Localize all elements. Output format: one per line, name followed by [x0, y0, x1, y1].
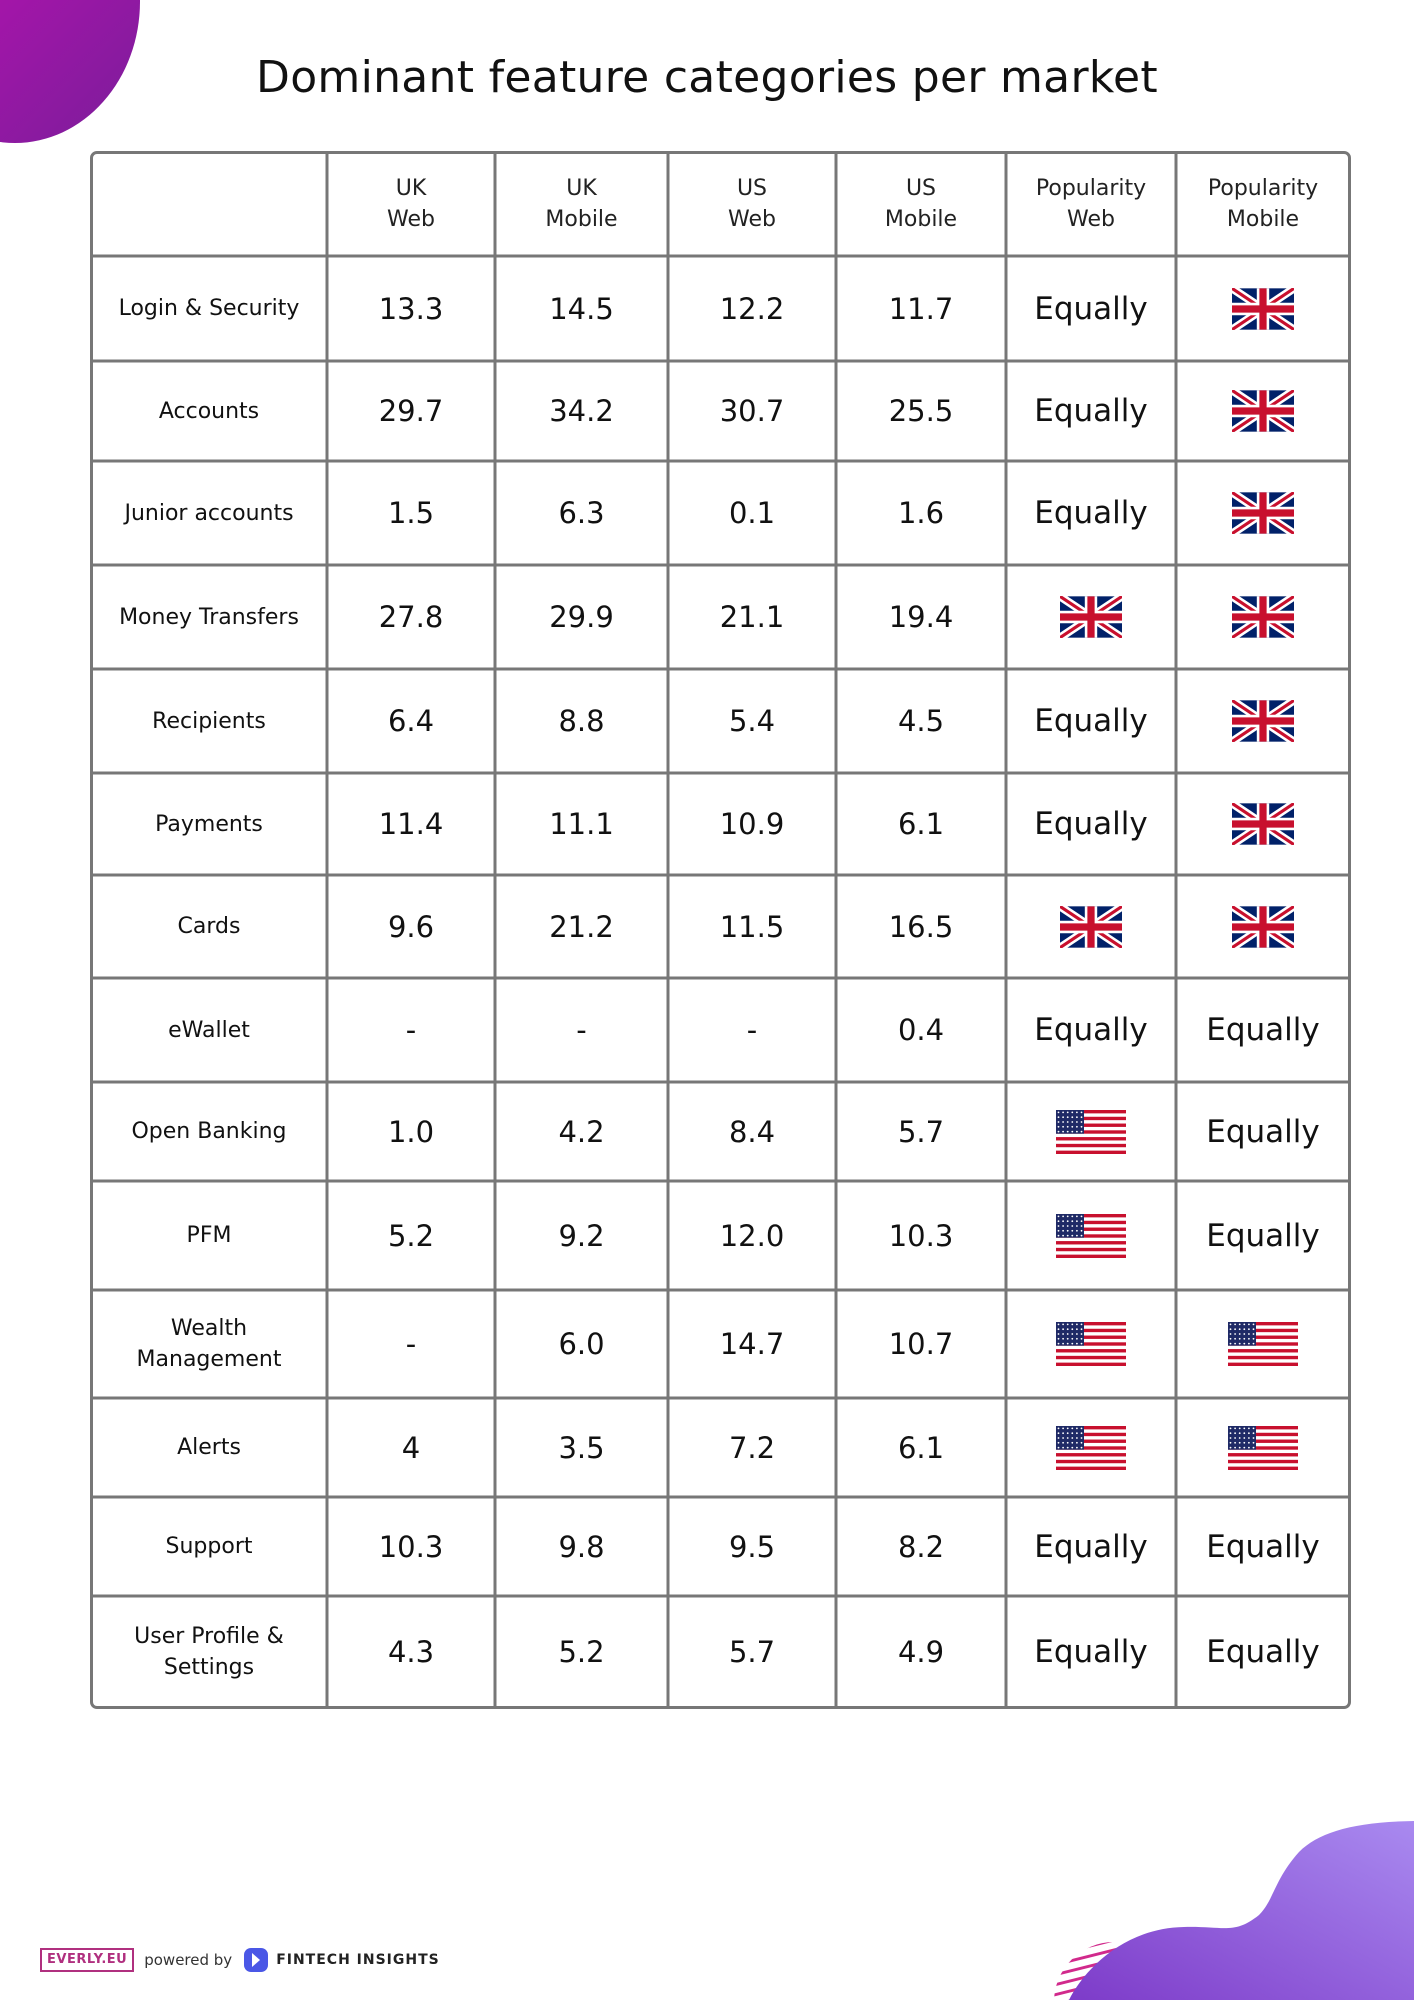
header-us-mobile-text-line-2: Mobile — [884, 207, 958, 232]
value-us-mobile: 6.1 — [897, 1430, 945, 1465]
popularity-mobile-cell — [1176, 875, 1350, 978]
header-us-web-text-line-2: Web — [728, 207, 776, 232]
value-uk-web: 4 — [401, 1430, 421, 1465]
popularity-web-cell: Equally — [1034, 1012, 1148, 1048]
popularity-web-cell: Equally — [1034, 1528, 1148, 1565]
popularity-web-cell: Equally — [1034, 703, 1148, 739]
value-uk-web: - — [405, 1013, 417, 1047]
page-title: Dominant feature categories per market — [256, 52, 1158, 103]
popularity-web-cell — [1006, 1398, 1176, 1497]
value-us-web: 7.2 — [728, 1430, 776, 1465]
row-label — [91, 256, 327, 361]
value-us-web: 21.1 — [719, 600, 785, 634]
us-flag-icon — [1056, 1110, 1126, 1154]
row-label — [91, 461, 327, 565]
value-uk-web: 9.6 — [387, 909, 435, 944]
popularity-mobile-cell: Equally — [1206, 1528, 1320, 1565]
row-label — [91, 1082, 327, 1181]
value-us-mobile: 8.2 — [897, 1529, 945, 1564]
popularity-mobile-cell — [1176, 669, 1350, 773]
row-label — [91, 1181, 327, 1290]
value-us-mobile: 19.4 — [888, 600, 954, 634]
value-uk-web: 4.3 — [387, 1635, 435, 1669]
popularity-web-cell — [1006, 1290, 1176, 1398]
row-label — [91, 978, 327, 1082]
value-us-web: 0.1 — [728, 496, 776, 530]
header-uk-mobile-text-line-2: Mobile — [545, 207, 618, 232]
value-uk-web: 29.7 — [378, 394, 444, 428]
value-uk-mobile: 21.2 — [549, 909, 614, 944]
header-us-web — [668, 152, 836, 256]
us-flag-icon — [1228, 1426, 1298, 1470]
value-us-mobile: 10.3 — [888, 1218, 954, 1253]
value-us-mobile: 16.5 — [888, 909, 954, 944]
value-uk-mobile: 3.5 — [558, 1430, 605, 1465]
value-us-web: 5.7 — [728, 1635, 776, 1669]
uk-flag-icon — [1232, 390, 1294, 432]
value-us-web: 5.4 — [728, 704, 776, 738]
value-uk-web: 11.4 — [378, 807, 444, 841]
row-label-text: Junior accounts — [124, 500, 294, 526]
value-us-mobile: 4.5 — [897, 704, 945, 738]
row-label-text: Payments — [155, 811, 263, 837]
popularity-mobile-cell: Equally — [1206, 1012, 1320, 1048]
uk-flag-icon — [1060, 596, 1122, 638]
row-label-text: Accounts — [158, 398, 260, 424]
header-popularity-mobile-text-line-1: Popularity — [1207, 176, 1319, 201]
value-uk-mobile: 5.2 — [558, 1635, 605, 1669]
header-us-mobile-text-line-1: US — [905, 176, 937, 201]
value-us-mobile: 4.9 — [897, 1635, 945, 1669]
value-uk-web: 13.3 — [378, 291, 444, 326]
header-feature-label — [91, 152, 327, 256]
row-label-text: Alerts — [177, 1435, 241, 1460]
value-us-web: 8.4 — [728, 1114, 776, 1149]
popularity-mobile-cell — [1176, 1398, 1350, 1497]
header-popularity-web-text-line-1: Popularity — [1035, 176, 1147, 201]
uk-flag-icon — [1232, 906, 1294, 948]
value-us-mobile: 0.4 — [897, 1013, 945, 1047]
value-us-mobile: 5.7 — [897, 1114, 945, 1149]
row-label — [91, 1290, 327, 1398]
popularity-web-cell: Equally — [1034, 1634, 1148, 1670]
value-us-web: 14.7 — [719, 1327, 785, 1361]
uk-flag-icon — [1232, 803, 1294, 845]
header-us-web-text-line-1: US — [736, 176, 768, 201]
value-uk-mobile: 11.1 — [549, 807, 614, 841]
value-uk-mobile: 6.3 — [558, 496, 605, 530]
value-uk-mobile: 8.8 — [558, 704, 605, 738]
popularity-web-cell — [1006, 875, 1176, 978]
fintech-insights-logo: FINTECH INSIGHTS — [276, 1952, 440, 1968]
value-us-mobile: 11.7 — [888, 291, 954, 326]
row-label-text: Support — [165, 1534, 253, 1559]
value-uk-mobile: 9.2 — [558, 1218, 605, 1253]
row-label — [91, 1398, 327, 1497]
row-label-text: eWallet — [168, 1017, 250, 1043]
popularity-web-cell: Equally — [1034, 290, 1148, 327]
uk-flag-icon — [1232, 596, 1294, 638]
popularity-mobile-cell — [1176, 565, 1350, 669]
uk-flag-icon — [1232, 288, 1294, 330]
value-uk-mobile: - — [576, 1013, 587, 1047]
row-label-text: Cards — [177, 914, 241, 939]
row-label — [91, 1596, 327, 1708]
value-us-mobile: 6.1 — [897, 807, 945, 841]
value-uk-mobile: 6.0 — [558, 1327, 605, 1361]
header-uk-web-text-line-1: UK — [395, 176, 427, 201]
popularity-mobile-cell: Equally — [1206, 1113, 1320, 1150]
popularity-web-cell — [1006, 565, 1176, 669]
value-us-web: 12.0 — [719, 1218, 785, 1253]
value-uk-web: 5.2 — [387, 1218, 435, 1253]
row-label — [91, 565, 327, 669]
fintech-insights-icon — [244, 1948, 268, 1972]
header-popularity-web-text-line-2: Web — [1067, 207, 1115, 232]
popularity-mobile-cell — [1176, 361, 1350, 461]
popularity-mobile-cell: Equally — [1206, 1634, 1320, 1670]
value-us-web: 12.2 — [719, 291, 785, 326]
footer — [40, 1948, 440, 1972]
popularity-mobile-cell — [1176, 773, 1350, 875]
value-uk-mobile: 14.5 — [549, 291, 614, 326]
value-us-mobile: 25.5 — [888, 394, 954, 428]
us-flag-icon — [1228, 1322, 1298, 1366]
value-us-mobile: 10.7 — [888, 1327, 954, 1361]
popularity-mobile-cell: Equally — [1206, 1217, 1320, 1254]
row-label — [91, 1497, 327, 1596]
us-flag-icon — [1056, 1322, 1126, 1366]
value-us-web: 10.9 — [719, 807, 785, 841]
popularity-web-cell: Equally — [1034, 393, 1148, 429]
row-label-text: Money Transfers — [119, 604, 299, 630]
row-label — [91, 669, 327, 773]
header-uk-web-text-line-2: Web — [387, 207, 435, 232]
value-us-web: 30.7 — [719, 394, 785, 428]
popularity-mobile-cell — [1176, 1290, 1350, 1398]
value-us-mobile: 1.6 — [897, 496, 945, 530]
uk-flag-icon — [1232, 700, 1294, 742]
value-us-web: 11.5 — [719, 909, 785, 944]
header-uk-mobile — [495, 152, 668, 256]
decorative-blob-bottom-right — [974, 1810, 1414, 2000]
uk-flag-icon — [1060, 906, 1122, 948]
value-uk-web: - — [405, 1327, 417, 1361]
us-flag-icon — [1056, 1426, 1126, 1470]
value-uk-mobile: 4.2 — [558, 1114, 605, 1149]
row-label-text: Open Banking — [131, 1119, 287, 1144]
value-uk-web: 10.3 — [378, 1529, 444, 1564]
popularity-web-cell — [1006, 1082, 1176, 1181]
row-label — [91, 361, 327, 461]
value-uk-mobile: 9.8 — [558, 1529, 605, 1564]
uk-flag-icon — [1232, 492, 1294, 534]
value-uk-web: 6.4 — [387, 704, 435, 738]
row-label — [91, 875, 327, 978]
powered-by-text: powered by — [144, 1951, 233, 1969]
value-us-web: - — [746, 1013, 758, 1047]
popularity-mobile-cell — [1176, 461, 1350, 565]
popularity-web-cell: Equally — [1034, 495, 1148, 531]
header-popularity-web — [1006, 152, 1176, 256]
header-uk-web — [327, 152, 495, 256]
row-label-text: Login & Security — [118, 296, 300, 321]
value-uk-web: 1.0 — [387, 1114, 435, 1149]
popularity-web-cell: Equally — [1034, 806, 1148, 842]
row-label-text: PFM — [186, 1223, 232, 1248]
popularity-mobile-cell — [1176, 256, 1350, 361]
header-popularity-mobile — [1176, 152, 1350, 256]
row-label — [91, 773, 327, 875]
value-uk-web: 27.8 — [378, 600, 444, 634]
header-uk-mobile-text-line-1: UK — [566, 176, 597, 201]
value-uk-web: 1.5 — [387, 496, 435, 530]
row-label-text-line-1: Wealth — [170, 1316, 248, 1341]
row-label-text-line-2: Management — [136, 1347, 282, 1372]
row-label-text: Recipients — [152, 708, 266, 734]
everly-logo: EVERLY.EU — [40, 1948, 134, 1972]
value-us-web: 9.5 — [728, 1529, 776, 1564]
value-uk-mobile: 29.9 — [549, 600, 614, 634]
row-label-text-line-2: Settings — [163, 1655, 255, 1680]
value-uk-mobile: 34.2 — [549, 394, 614, 428]
popularity-web-cell — [1006, 1181, 1176, 1290]
header-us-mobile — [836, 152, 1006, 256]
header-popularity-mobile-text-line-2: Mobile — [1226, 207, 1300, 232]
us-flag-icon — [1056, 1214, 1126, 1258]
row-label-text-line-1: User Profile & — [134, 1624, 284, 1649]
